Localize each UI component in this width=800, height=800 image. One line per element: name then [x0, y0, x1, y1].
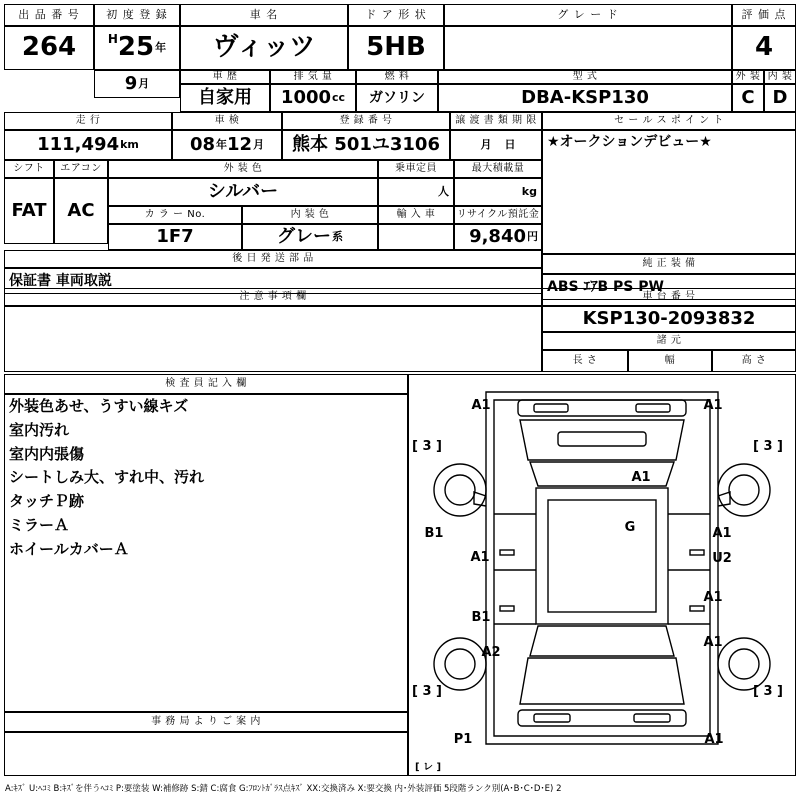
aircon-value: AC [54, 178, 108, 244]
inspector-note: ホイールカバーＡ [9, 539, 129, 558]
mileage-number: 111,494 [37, 133, 120, 155]
damage-mark: [ 3 ] [412, 684, 442, 700]
damage-mark: A1 [631, 470, 651, 486]
mileage-value [4, 130, 172, 160]
lot-number-label: 出 品 番 号 [4, 4, 94, 26]
later-parts-value: 保証書 車両取説 [4, 268, 542, 294]
damage-mark: A1 [471, 398, 491, 414]
model-code-value: DBA-KSP130 [438, 84, 732, 112]
import-label: 輸 入 車 [378, 206, 454, 224]
damage-mark: A1 [703, 590, 723, 606]
damage-mark: [ 3 ] [412, 439, 442, 455]
displacement-number: 1000 [280, 86, 332, 108]
inspector-note: 室内内張傷 [9, 444, 85, 463]
plate-number-value: 熊本 501ユ3106 [282, 130, 450, 160]
damage-mark: A1 [704, 732, 724, 748]
shaken-value [172, 130, 282, 160]
transfer-deadline-label: 譲 渡 書 類 期 限 [450, 112, 542, 130]
damage-mark: A1 [703, 398, 723, 414]
seats-value [378, 178, 454, 206]
interior-color-value [242, 224, 378, 250]
seats-unit: 人 [438, 185, 449, 199]
exterior-grade-value: C [732, 84, 764, 112]
car-name-label: 車 名 [180, 4, 348, 26]
mileage-label: 走 行 [4, 112, 172, 130]
shaken-label: 車 検 [172, 112, 282, 130]
inspector-note: タッチＰ跡 [9, 492, 85, 511]
diagram-check-mark: [ レ ] [414, 761, 442, 773]
damage-mark: [ 3 ] [753, 439, 783, 455]
color-number-value: 1F7 [108, 224, 242, 250]
grade-label: グ レ ー ド [444, 4, 732, 26]
caution-label: 注 意 事 項 欄 [4, 288, 542, 306]
damage-mark: A1 [703, 635, 723, 651]
score-label: 評 価 点 [732, 4, 796, 26]
inspector-note: 外装色あせ、うすい線キズ [9, 397, 189, 415]
max-load-value [454, 178, 542, 206]
recycle-amount: 9,840 [469, 225, 526, 247]
damage-mark: G [624, 520, 636, 536]
legend-footer: A:ｷｽﾞ U:ﾍｺﾐ B:ｷｽﾞを伴うﾍｺﾐ P:要塗装 W:補修跡 S:錆 C:腐食 G:ﾌﾛﾝﾄｶﾞﾗｽ点ｷｽﾞ XX:交換済み X:要交換 内･外装評価 5段階ランク別(A･B･C･D･E) 2 [5, 784, 562, 794]
interior-grade-label: 内 装 [764, 70, 796, 84]
first-registration-year [94, 26, 180, 70]
genuine-equipment-label: 純 正 装 備 [542, 254, 796, 274]
fuel-value: ガソリン [356, 84, 438, 112]
max-load-label: 最大積載量 [454, 160, 542, 178]
first-registration-year-value: 25 [117, 32, 155, 63]
shaken-year-unit: 年 [216, 138, 227, 152]
fuel-label: 燃 料 [356, 70, 438, 84]
office-notice-body [4, 732, 408, 776]
year-unit: 年 [155, 41, 167, 55]
genuine-equipment-value: ABS ｴｱB PS PW [542, 274, 796, 300]
damage-mark: U2 [712, 551, 732, 567]
era-label: H [107, 32, 118, 46]
damage-mark: A1 [470, 550, 490, 566]
shift-label: シフト [4, 160, 54, 178]
transfer-deadline-value [450, 130, 542, 160]
width-label: 幅 [628, 350, 712, 372]
caution-value [4, 306, 542, 372]
recycle-deposit-label: リサイクル預託金 [454, 206, 542, 224]
exterior-color-value: シルバー [108, 178, 378, 206]
aircon-label: エアコン [54, 160, 108, 178]
sales-point-value: ★オークションデビュー★ [542, 130, 796, 254]
damage-mark: [ 3 ] [753, 684, 783, 700]
grade-value [444, 26, 732, 70]
first-registration-label: 初 度 登 録 [94, 4, 180, 26]
sales-point-label: セ ー ル ス ポ イ ン ト [542, 112, 796, 130]
damage-mark: A1 [712, 526, 732, 542]
kg-unit: kg [521, 185, 537, 199]
door-shape-label: ド ア 形 状 [348, 4, 444, 26]
interior-color-suffix: 系 [332, 230, 343, 244]
km-unit: km [120, 138, 139, 152]
shift-value: FAT [4, 178, 54, 244]
chassis-number-label: 車 台 番 号 [542, 288, 796, 306]
yen-unit: 円 [527, 230, 538, 244]
cc-unit: cc [332, 91, 346, 105]
damage-mark: P1 [453, 732, 473, 748]
model-code-label: 型 式 [438, 70, 732, 84]
month-unit: 月 [138, 77, 150, 91]
displacement-label: 排 気 量 [270, 70, 356, 84]
interior-grade-value: D [764, 84, 796, 112]
car-history-value: 自家用 [180, 84, 270, 112]
transfer-day-unit: 日 [504, 138, 516, 152]
door-shape-value: 5HB [348, 26, 444, 70]
inspector-note: 室内汚れ [9, 420, 70, 439]
exterior-grade-label: 外 装 [732, 70, 764, 84]
height-label: 高 さ [712, 350, 796, 372]
lot-number-value: 264 [4, 26, 94, 70]
transfer-month-unit: 月 [480, 138, 492, 152]
plate-number-label: 登 録 番 号 [282, 112, 450, 130]
later-parts-label: 後 日 発 送 部 品 [4, 250, 542, 268]
interior-color-label: 内 装 色 [242, 206, 378, 224]
inspector-note: ミラーＡ [9, 515, 70, 534]
exterior-color-label: 外 装 色 [108, 160, 378, 178]
seats-label: 乗車定員 [378, 160, 454, 178]
inspector-notes-body [4, 394, 408, 712]
damage-mark: A2 [481, 645, 501, 661]
first-registration-month-value: 9 [124, 72, 138, 94]
recycle-deposit-value [454, 224, 542, 250]
length-label: 長 さ [542, 350, 628, 372]
inspector-note: シートしみ大、すれ中、汚れ [9, 468, 205, 487]
chassis-number-value: KSP130-2093832 [542, 306, 796, 332]
shaken-year: 08 [189, 133, 215, 155]
shaken-month-unit: 月 [253, 138, 265, 152]
car-damage-diagram [408, 374, 796, 776]
score-value: 4 [732, 26, 796, 70]
car-history-label: 車 歴 [180, 70, 270, 84]
inspector-notes-label: 検 査 員 記 入 欄 [4, 374, 408, 394]
damage-mark: B1 [471, 610, 491, 626]
displacement-value [270, 84, 356, 112]
shaken-month: 12 [227, 133, 253, 155]
color-number-label: カ ラ ー No. [108, 206, 242, 224]
car-name-value: ヴィッツ [180, 26, 348, 70]
office-notice-label: 事 務 局 よ り ご 案 内 [4, 712, 408, 732]
interior-color-text: グレー [277, 225, 331, 247]
import-value [378, 224, 454, 250]
dimensions-label: 諸 元 [542, 332, 796, 350]
first-registration-month [94, 70, 180, 98]
damage-mark: B1 [424, 526, 444, 542]
